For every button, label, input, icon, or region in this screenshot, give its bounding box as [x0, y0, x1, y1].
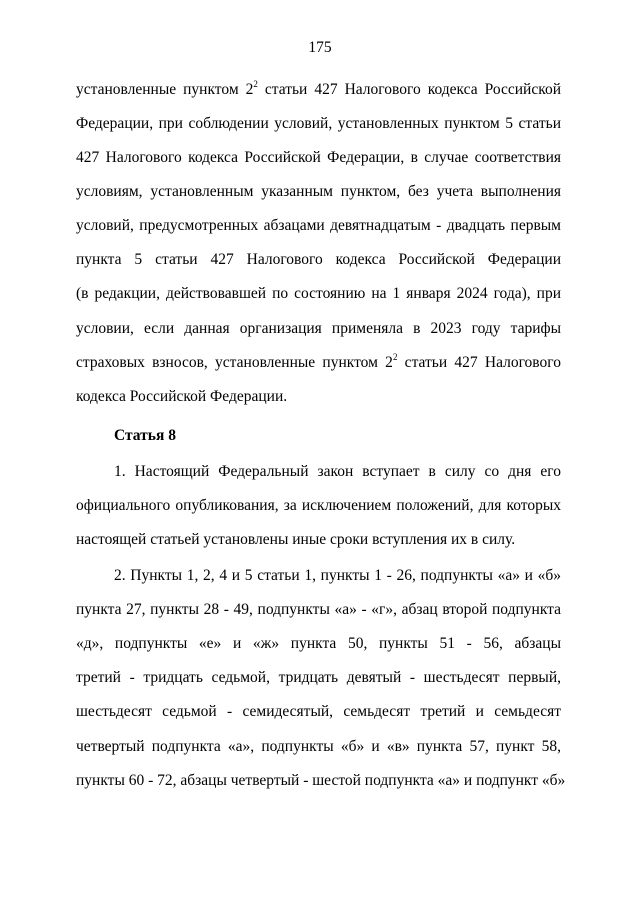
- text-line: (в редакции, действовавшей по состоянию на 1 января 2024 года), при: [76, 285, 561, 302]
- article-heading: Статья 8: [114, 427, 176, 444]
- text-line: 2. Пункты 1, 2, 4 и 5 статьи 1, пункты 1 - 26, подпункты «а» и «б»: [114, 567, 561, 584]
- text-line: пункты 60 - 72, абзацы четвертый - шестой подпункта «а» и подпункт «б»: [76, 772, 566, 789]
- text-line: официального опубликования, за исключением положений, для которых: [76, 497, 561, 514]
- text-segment: установленные пунктом 2: [76, 81, 254, 98]
- text-line: [76, 353, 561, 373]
- text-segment: статьи 427 Налогового: [397, 354, 561, 371]
- text-line: Федерации, при соблюдении условий, установленных пунктом 5 статьи: [76, 115, 561, 132]
- text-line: [76, 80, 561, 100]
- page-number: 175: [308, 39, 332, 56]
- text-line: условиям, установленным указанным пунктом, без учета выполнения: [76, 183, 561, 200]
- superscript: 2: [392, 352, 398, 362]
- text-line: третий - тридцать седьмой, тридцать девятый - шестьдесят первый,: [76, 669, 561, 686]
- text-line: 1. Настоящий Федеральный закон вступает в силу со дня его: [114, 463, 561, 480]
- text-line: условии, если данная организация применяла в 2023 году тарифы: [76, 320, 561, 337]
- text-line: четвертый подпункта «а», подпункты «б» и «в» пункта 57, пункт 58,: [76, 738, 561, 755]
- text-line: шестьдесят седьмой - семидесятый, семьдесят третий и семьдесят: [76, 703, 561, 720]
- text-line: 427 Налогового кодекса Российской Федерации, в случае соответствия: [76, 149, 561, 166]
- text-line: пункта 5 статьи 427 Налогового кодекса Российской Федерации: [76, 251, 561, 268]
- text-line: пункта 27, пункты 28 - 49, подпункты «а» - «г», абзац второй подпункта: [76, 601, 561, 618]
- text-segment: страховых взносов, установленные пунктом 2: [76, 354, 393, 371]
- text-line: условий, предусмотренных абзацами девятнадцатым - двадцать первым: [76, 217, 561, 234]
- text-segment: статьи 427 Налогового кодекса Российской: [257, 81, 561, 98]
- text-line: «д», подпункты «е» и «ж» пункта 50, пункты 51 - 56, абзацы: [76, 635, 561, 652]
- superscript: 2: [253, 79, 258, 89]
- text-line: настоящей статьей установлены иные сроки вступления их в силу.: [76, 531, 516, 548]
- text-line: кодекса Российской Федерации.: [76, 388, 288, 405]
